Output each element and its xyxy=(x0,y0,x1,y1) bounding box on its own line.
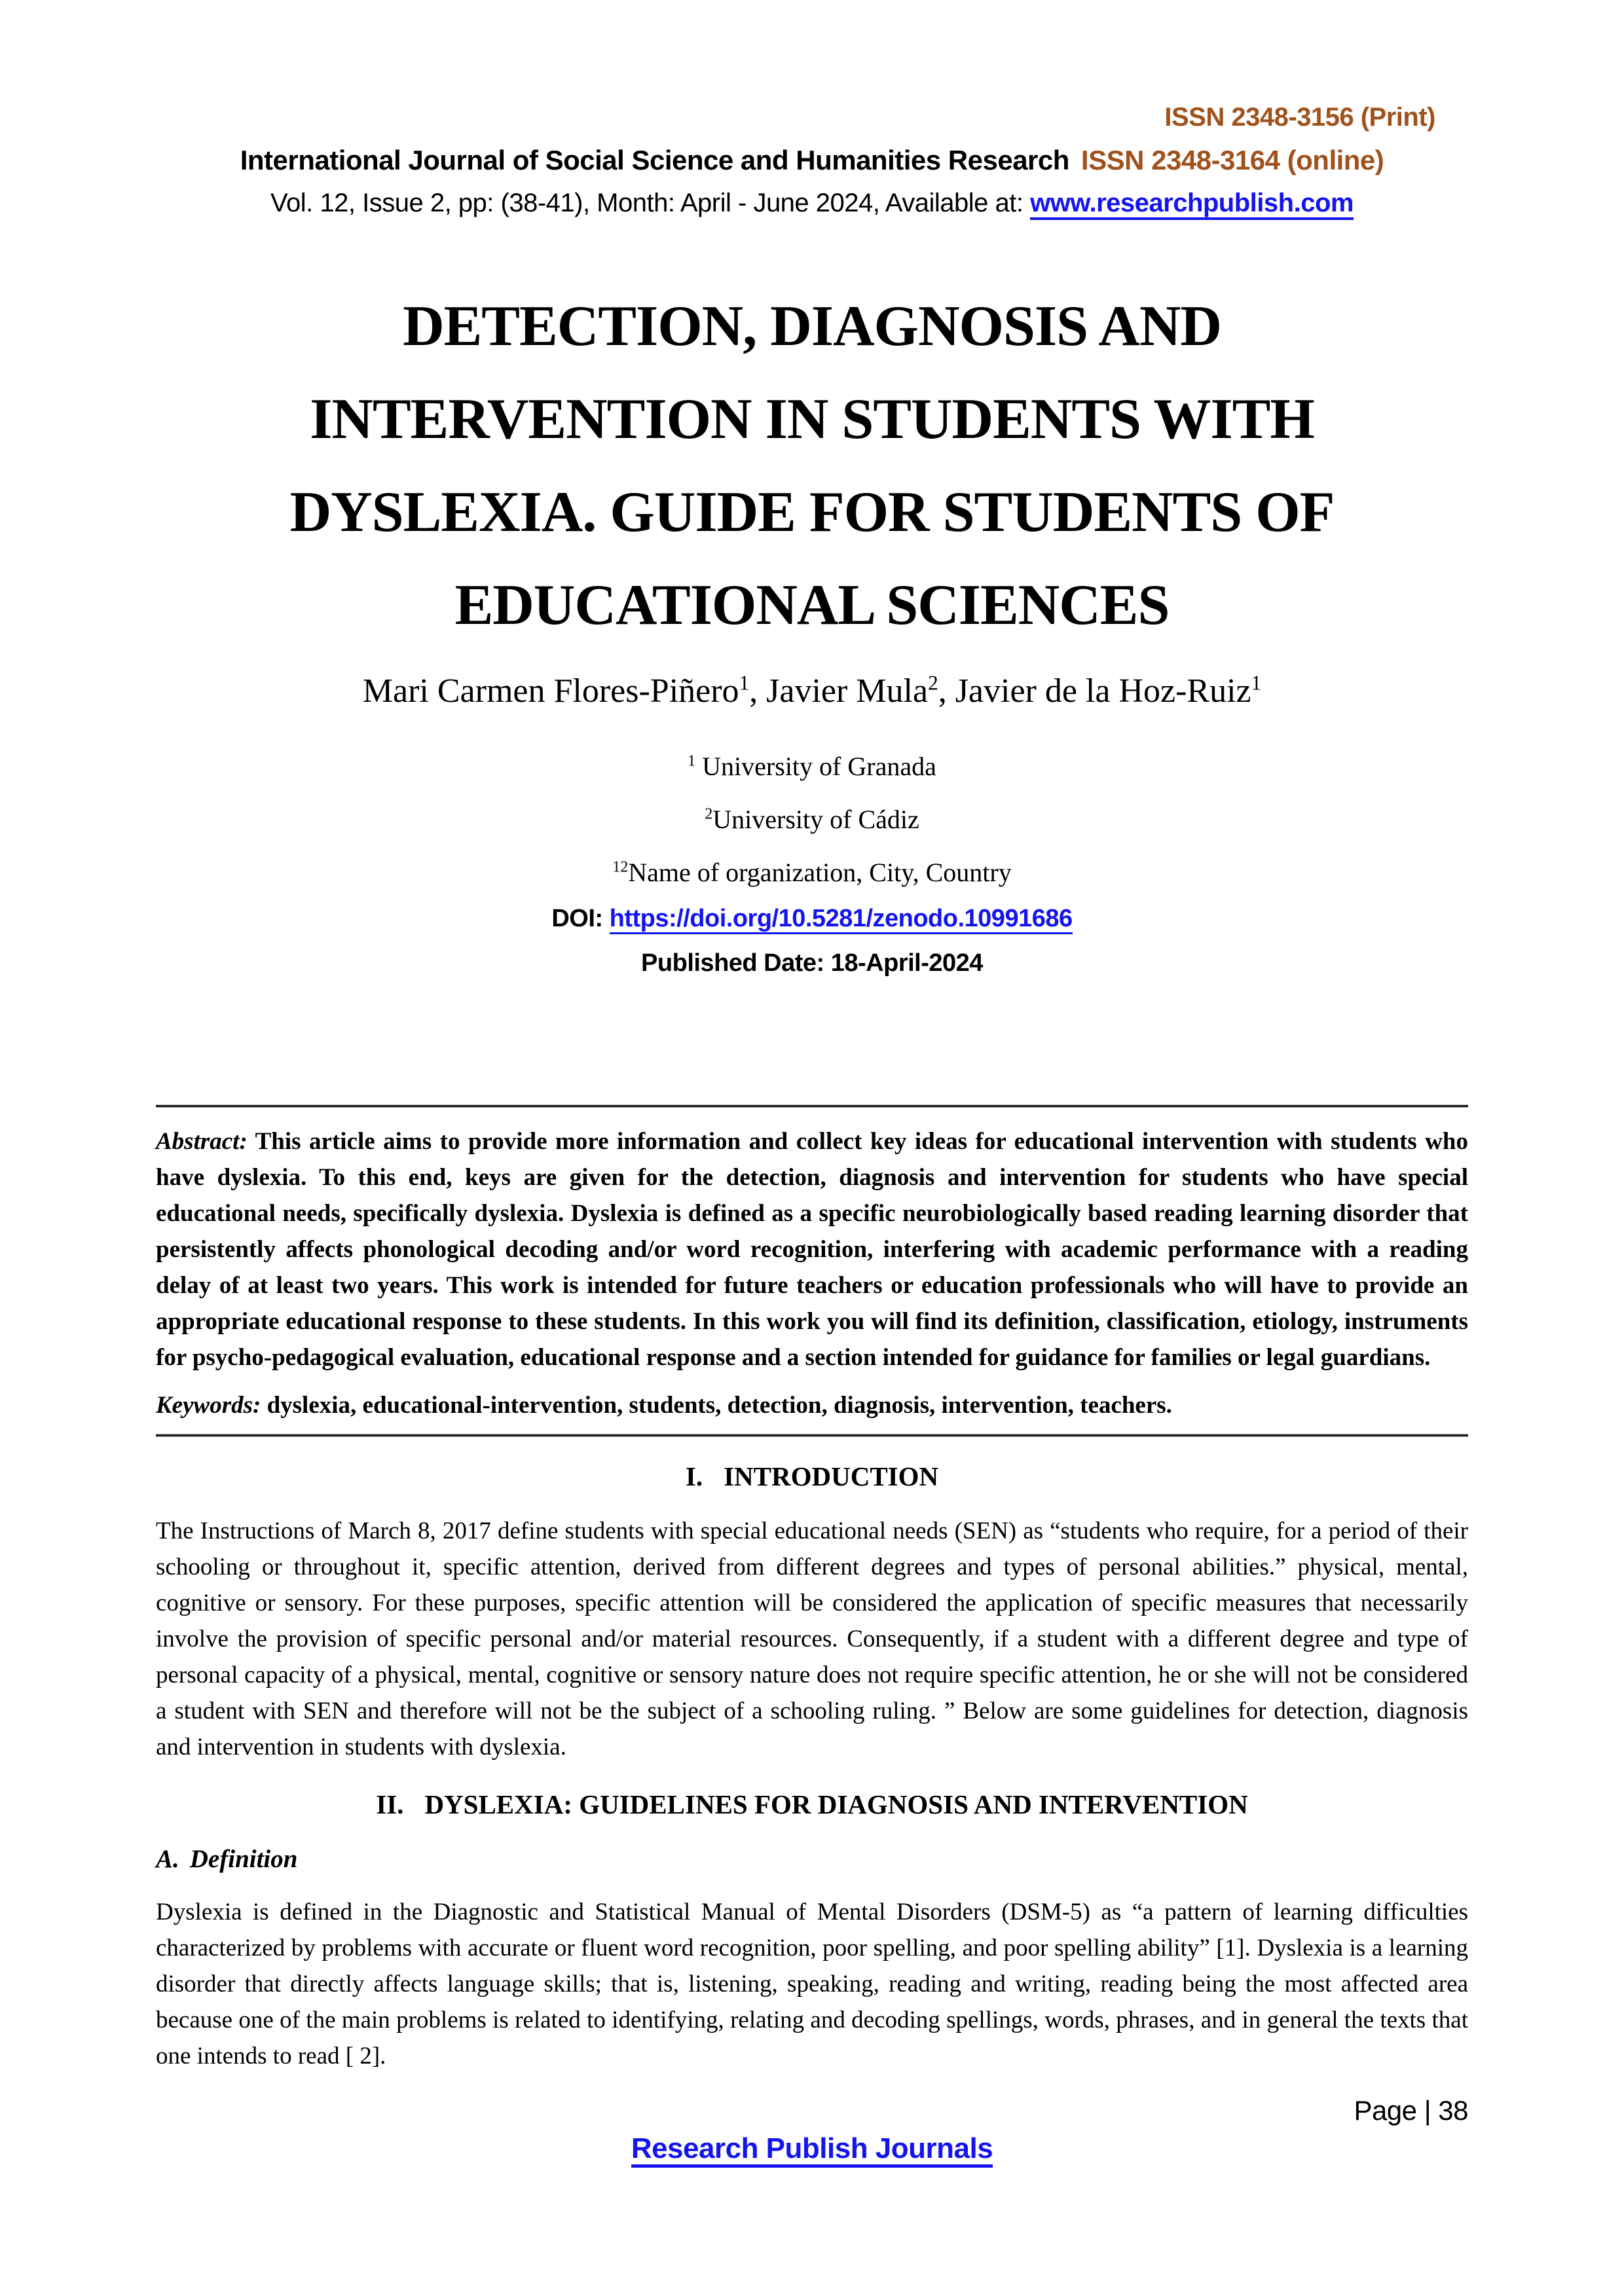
abstract-label: Abstract: xyxy=(156,1128,248,1155)
volume-line xyxy=(156,183,1468,223)
subsection-title: Definition xyxy=(189,1845,298,1873)
subsection-label: A. xyxy=(156,1845,179,1873)
keywords-text: dyslexia, educational-intervention, students, detection, diagnosis, intervention, teachers. xyxy=(261,1392,1172,1419)
divider-rule-top xyxy=(156,1104,1468,1108)
journal-name: International Journal of Social Science and Humanities Research xyxy=(240,145,1069,175)
abstract-paragraph xyxy=(156,1123,1468,1376)
journal-name-line xyxy=(156,140,1468,181)
paper-title-line-1: DETECTION, DIAGNOSIS AND xyxy=(403,295,1221,358)
paper-title-line-2: INTERVENTION IN STUDENTS WITH xyxy=(310,388,1314,451)
section-heading-dyslexia-guidelines xyxy=(156,1785,1468,1824)
footer xyxy=(156,2132,1468,2165)
affiliation-3 xyxy=(156,846,1468,899)
affiliation-2-mark: 2 xyxy=(705,805,713,823)
author-1: Mari Carmen Flores-Piñero xyxy=(362,672,739,710)
paper-title-line-3: DYSLEXIA. GUIDE FOR STUDENTS OF xyxy=(289,481,1335,544)
section-number: II. xyxy=(376,1789,404,1819)
abstract-text: This article aims to provide more information and collect key ideas for educational intervention with students who have dyslexia. To this end, keys are given for the detection, diagnosis and intervention for students who have special educational needs, specifically dyslexia. Dyslexia is defined as a specific neurobiologically based reading learning disorder that persistently affects phonological decoding and/or word recognition, interfering with academic performance with a reading delay of at least two years. This work is intended for future teachers or education professionals who will have to provide an appropriate educational response to these students. In this work you will find its definition, classification, etiology, instruments for psycho-pedagogical evaluation, educational response and a section intended for guidance for families or legal guardians. xyxy=(156,1128,1468,1371)
author-1-affiliation-mark: 1 xyxy=(739,671,750,695)
research-publish-journals-link[interactable]: Research Publish Journals xyxy=(631,2132,993,2168)
affiliation-3-text: Name of organization, City, Country xyxy=(628,858,1012,887)
published-date: Published Date: 18-April-2024 xyxy=(641,949,983,977)
section-number: I. xyxy=(685,1461,703,1491)
affiliation-1 xyxy=(156,740,1468,793)
keywords-label: Keywords: xyxy=(156,1392,261,1419)
affiliations xyxy=(156,740,1468,899)
section-title: INTRODUCTION xyxy=(724,1461,939,1491)
affiliation-2-text: University of Cádiz xyxy=(712,805,919,834)
divider-rule-bottom xyxy=(156,1434,1468,1437)
affiliation-2 xyxy=(156,793,1468,846)
volume-info: Vol. 12, Issue 2, pp: (38-41), Month: April - June 2024, Available at: xyxy=(270,189,1024,217)
affiliation-1-text: University of Granada xyxy=(695,752,936,781)
affiliation-3-mark: 12 xyxy=(612,858,629,876)
introduction-paragraph: The Instructions of March 8, 2017 define students with special educational needs (SEN) as “students who require, for a period of their schooling or throughout it, specific attention, derived from different degrees and types of personal abilities.” physical, mental, cognitive or sensory. For these purposes, specific attention will be considered the application of specific measures that necessarily involve the provision of specific personal and/or material resources. Consequently, if a student with a different degree and type of personal capacity of a physical, mental, cognitive or sensory nature does not require specific attention, he or she will not be considered a student with SEN and therefore will not be the subject of a schooling ruling. ” Below are some guidelines for detection, diagnosis and intervention in students with dyslexia. xyxy=(156,1518,1468,1760)
definition-paragraph: Dyslexia is defined in the Diagnostic and Statistical Manual of Mental Disorders (DSM-5) as “a pattern of learning difficulties characterized by problems with accurate or fluent word recognition, poor spelling, and poor spelling ability” [1]. Dyslexia is a learning disorder that directly affects language skills; that is, listening, speaking, reading and writing, reading being the most affected area because one of the main problems is related to identifying, relating and decoding spellings, words, phrases, and in general the texts that one intends to read [ 2]. xyxy=(156,1899,1468,2069)
author-3: , Javier de la Hoz-Ruiz xyxy=(938,672,1251,710)
author-2-affiliation-mark: 2 xyxy=(928,671,938,695)
paper-title-line-4: EDUCATIONAL SCIENCES xyxy=(454,574,1170,637)
affiliation-1-mark: 1 xyxy=(688,752,696,770)
doi-line xyxy=(156,902,1468,936)
issn-print: ISSN 2348-3156 (Print) xyxy=(1164,103,1435,132)
journal-website-link[interactable]: www.researchpublish.com xyxy=(1030,189,1354,220)
author-3-affiliation-mark: 1 xyxy=(1251,671,1262,695)
section-title: DYSLEXIA: GUIDELINES FOR DIAGNOSIS AND INTERVENTION xyxy=(424,1789,1248,1819)
page-number: Page | 38 xyxy=(1354,2095,1468,2126)
doi-label: DOI: xyxy=(551,905,603,932)
paper-title xyxy=(156,280,1468,652)
authors-line xyxy=(156,669,1468,714)
journal-header xyxy=(156,98,1468,223)
issn-online: ISSN 2348-3164 (online) xyxy=(1080,145,1384,175)
doi-link[interactable]: https://doi.org/10.5281/zenodo.10991686 xyxy=(610,905,1073,934)
section-heading-introduction xyxy=(156,1457,1468,1496)
keywords-line xyxy=(156,1387,1468,1423)
subsection-heading-definition xyxy=(156,1841,1468,1877)
author-2: , Javier Mula xyxy=(749,672,929,710)
